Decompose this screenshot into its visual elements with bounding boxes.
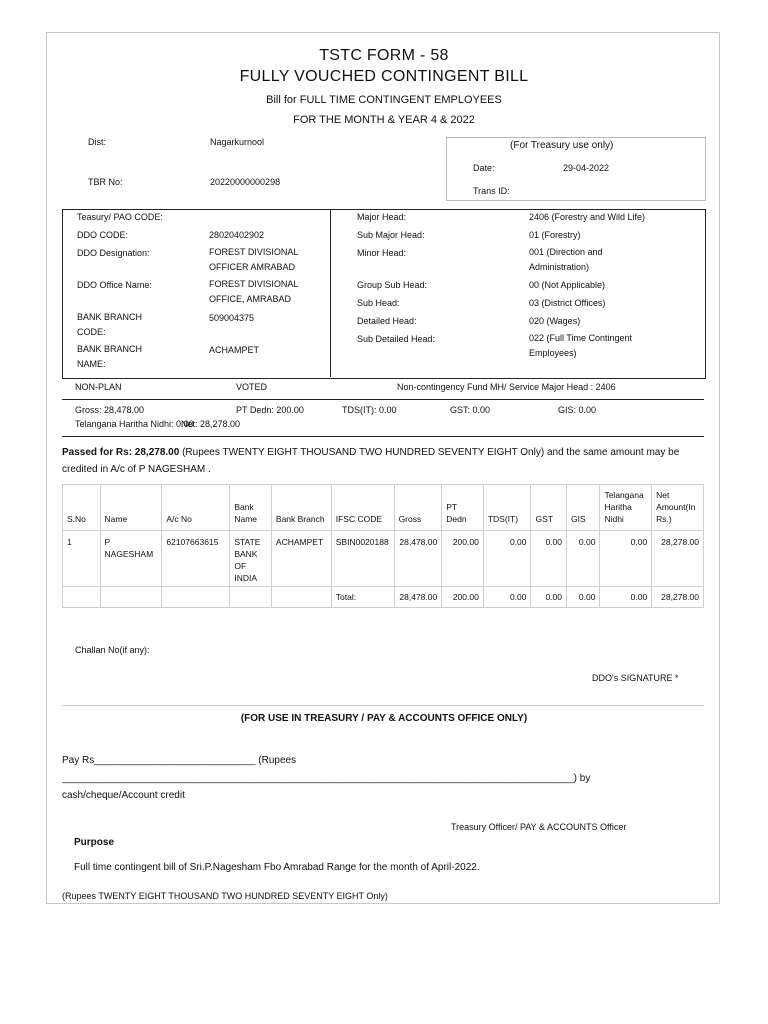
cell-bank-branch: ACHAMPET [271,531,331,587]
total-haritha: 0.00 [600,587,652,608]
ddo-designation-label: DDO Designation: [77,248,150,258]
rupees-in-words: (Rupees TWENTY EIGHT THOUSAND TWO HUNDRED SEVENTY EIGHT Only) [62,891,388,901]
ddo-signature: DDO's SIGNATURE * [592,673,679,683]
detailed-head-label: Detailed Head: [357,316,417,326]
ddo-office-value: FOREST DIVISIONAL OFFICE, AMRABAD [209,279,299,304]
cell-ifsc: SBIN0020188 [331,531,394,587]
minor-head-value: 001 (Direction and Administration) [529,247,603,272]
col-name: Name [100,485,162,531]
net-amount: Net: 28,278.00 [181,419,241,429]
total-cell-bank-branch [271,587,331,608]
voted-label: VOTED [236,382,268,392]
gst-amount: GST: 0.00 [450,405,491,415]
total-cell-bank-name [230,587,272,608]
treasury-divider [62,705,704,706]
ddo-designation-value: FOREST DIVISIONAL OFFICER AMRABAD [209,247,299,272]
cell-bank-name: STATE BANK OF INDIA [230,531,272,587]
ddo-code-label: DDO CODE: [77,230,129,240]
group-sub-head-label: Group Sub Head: [357,280,428,290]
rupees-blank-line: ____________________________________________________________________________________________) by [62,773,591,784]
detailed-head-value: 020 (Wages) [529,316,581,326]
bank-branch-name-value: ACHAMPET [209,345,260,355]
tbr-value: 20220000000298 [210,177,281,187]
bill-title: FULLY VOUCHED CONTINGENT BILL [239,68,529,85]
total-cell-name [100,587,162,608]
table-total-row [63,587,704,608]
ddo-code-value: 28020402902 [209,230,265,240]
cell-haritha: 0.00 [600,531,652,587]
credit-mode: cash/cheque/Account credit [62,790,185,801]
haritha-nidhi: Telangana Haritha Nidhi: 0.00 [75,419,194,429]
cell-sno: 1 [63,531,101,587]
cell-gst: 0.00 [531,531,567,587]
passed-for-label: Passed for Rs: 28,278.00 [62,447,180,458]
purpose-text: Full time contingent bill of Sri.P.Nagesham Fbo Amrabad Range for the month of April-2022. [74,862,480,873]
sub-major-head-label: Sub Major Head: [357,230,425,240]
bank-branch-code-label: BANK BRANCH CODE: [77,312,143,337]
total-cell-sno [63,587,101,608]
sub-detailed-head-value: 022 (Full Time Contingent Employees) [529,333,633,358]
total-cell-ac-no [162,587,230,608]
trans-id-label: Trans ID: [473,186,510,196]
total-gst: 0.00 [531,587,567,608]
col-sno: S.No [63,485,101,531]
total-gis: 0.00 [566,587,599,608]
treasury-officer: Treasury Officer/ PAY & ACCOUNTS Officer [451,822,627,832]
pao-code-label: Teasury/ PAO CODE: [77,212,163,222]
total-pt-dedn: 200.00 [442,587,484,608]
col-gst: GST [531,485,567,531]
passed-for-words: (Rupees TWENTY EIGHT THOUSAND TWO HUNDRED SEVENTY EIGHT Only) and the same amount may be credited in A/c of P NAGESHAM . [62,447,680,475]
cell-name: P NAGESHAM [100,531,162,587]
purpose-label: Purpose [74,837,115,848]
cell-tds: 0.00 [483,531,531,587]
amounts-rule [62,436,704,437]
gross-amount: Gross: 28,478.00 [75,405,145,415]
total-net: 28,278.00 [652,587,704,608]
major-head-label: Major Head: [357,212,407,222]
table-row [63,531,704,587]
total-gross: 28,478.00 [394,587,442,608]
col-net: Net Amount(In Rs.) [652,485,704,531]
non-plan-label: NON-PLAN [75,382,122,392]
date-value: 29-04-2022 [563,163,610,173]
minor-head-label: Minor Head: [357,248,407,258]
bank-branch-name-label: BANK BRANCH NAME: [77,344,143,369]
date-label: Date: [473,163,495,173]
bank-branch-code-value: 509004375 [209,313,255,323]
table-header-row [63,485,704,531]
col-bank-branch: Bank Branch [271,485,331,531]
dist-value: Nagarkurnool [210,137,265,147]
pay-rs-line: Pay Rs_____________________________ (Rupees [62,755,297,766]
col-ac-no: A/c No [162,485,230,531]
col-tds: TDS(IT) [483,485,531,531]
total-tds: 0.00 [483,587,531,608]
pt-deduction: PT Dedn: 200.00 [236,405,304,415]
major-head-value: 2406 (Forestry and Wild Life) [529,212,646,222]
gis-amount: GIS: 0.00 [558,405,597,415]
bill-for: Bill for FULL TIME CONTINGENT EMPLOYEES [266,94,502,106]
cell-net: 28,278.00 [652,531,704,587]
cell-gis: 0.00 [566,531,599,587]
group-sub-head-value: 00 (Not Applicable) [529,280,606,290]
tbr-label: TBR No: [88,177,123,187]
challan-label: Challan No(if any): [75,645,150,655]
sub-detailed-head-label: Sub Detailed Head: [357,334,436,344]
treasury-box-title: (For Treasury use only) [510,140,614,151]
col-bank-name: Bank Name [230,485,272,531]
dist-label: Dist: [88,137,106,147]
cell-gross: 28,478.00 [394,531,442,587]
cell-pt-dedn: 200.00 [442,531,484,587]
fund-label: Non-contingency Fund MH/ Service Major Head : 2406 [397,382,616,392]
col-pt-dedn: PT Dedn [442,485,484,531]
col-ifsc: IFSC CODE [331,485,394,531]
treasury-heading: (FOR USE IN TREASURY / PAY & ACCOUNTS OFFICE ONLY) [240,713,528,724]
col-gis: GIS [566,485,599,531]
sub-major-head-value: 01 (Forestry) [529,230,581,240]
col-gross: Gross [394,485,442,531]
ddo-office-label: DDO Office Name: [77,280,152,290]
passed-for-text [62,444,710,478]
col-haritha: Telangana Haritha Nidhi [600,485,652,531]
sub-head-label: Sub Head: [357,298,400,308]
sub-head-value: 03 (District Offices) [529,298,606,308]
tds-amount: TDS(IT): 0.00 [342,405,397,415]
cell-ac-no: 62107663615 [162,531,230,587]
month-year: FOR THE MONTH & YEAR 4 & 2022 [293,114,475,126]
total-label: Total: [331,587,394,608]
bill-table [62,484,704,608]
info-divider [330,209,331,377]
form-title: TSTC FORM - 58 [319,47,449,64]
